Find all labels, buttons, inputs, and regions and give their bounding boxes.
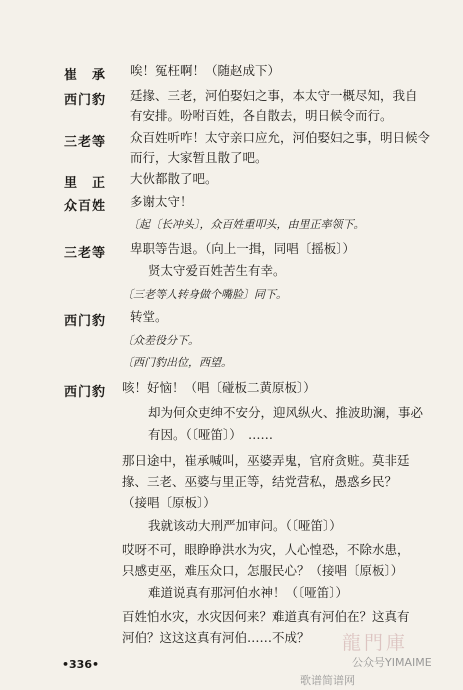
dialogue-line: 卑职等告退。（向上一揖，同唱〔摇板〕） [130, 241, 356, 256]
dialogue-line: 有安排。吩咐百姓，各自散去，明日候令而行。 [130, 108, 393, 123]
sung-verse: 我就该动大刑严加审问。（〔哑笛〕） [148, 518, 342, 533]
prose-line: 只感吏巫，难压众口，怎服民心？（接唱〔原板〕） [122, 563, 404, 578]
dialogue-line: 唉！冤枉啊！（随赵成下） [130, 63, 281, 78]
prose-line: （接唱〔原板〕） [122, 495, 216, 510]
dialogue-line: 众百姓听咋！太守亲口应允，河伯娶妇之事，明日候令 [130, 130, 431, 145]
speaker-name: 崔 承 [64, 68, 107, 83]
dialogue-line: 而行，大家暂且散了吧。 [130, 150, 268, 165]
dialogue-line: 多谢太守！ [130, 194, 193, 209]
dialogue-line: 大伙都散了吧。 [130, 171, 218, 186]
speaker-name: 三老等 [64, 135, 107, 150]
dialogue-line: 转堂。 [130, 309, 168, 324]
sung-verse: 却为何众吏绅不安分，迎风纵火、推波助澜，事必 [148, 405, 424, 420]
speaker-name: 众百姓 [64, 199, 107, 214]
speaker-name: 西门豹 [64, 385, 107, 400]
prose-line: 百姓怕水灾，水灾因何来？难道真有河伯在？这真有 [122, 609, 410, 624]
speaker-name: 里 正 [64, 176, 107, 191]
prose-line: 那日途中，崔承喊叫，巫婆弄鬼，官府贪赃。莫非廷 [122, 453, 410, 468]
stage-direction: 〔西门豹出位，西望。 [122, 356, 232, 369]
prose-line: 哎呀不可，眼睁睁洪水为灾，人心惶恐，不除水患， [122, 542, 410, 557]
sung-verse: 贤太守爱百姓苦生有幸。 [148, 263, 286, 278]
page-number: •336• [62, 658, 100, 671]
prose-line: 掾、三老、巫婆与里正等，结党营私，愚惑乡民？ [122, 474, 398, 489]
speaker-name: 西门豹 [64, 314, 107, 329]
stage-direction: 〔起〔长冲头〕，众百姓重叩头，由里正率领下。 [128, 218, 365, 231]
watermark-logo: 龍門庫 [342, 632, 409, 654]
watermark-caption: 歌谱简谱网 [300, 674, 355, 687]
sung-verse: 有因。（〔哑笛〕） …… [148, 427, 274, 442]
watermark-site: 公众号YIMAIME [352, 656, 432, 669]
speaker-name: 三老等 [64, 246, 107, 261]
stage-direction: 〔众差役分下。 [122, 334, 199, 347]
dialogue-line: 咳！好恼！（唱〔碰板二黄原板〕） [122, 380, 316, 395]
stage-direction: 〔三老等人转身做个嘴脸〕同下。 [122, 288, 287, 301]
sung-verse: 难道说真有那河伯水神！（〔哑笛〕） [148, 585, 349, 600]
prose-line: 河伯？这这这真有河伯……不成？ [122, 630, 310, 645]
dialogue-line: 廷掾、三老，河伯娶妇之事，本太守一概尽知，我自 [130, 88, 418, 103]
speaker-name: 西门豹 [64, 93, 107, 108]
